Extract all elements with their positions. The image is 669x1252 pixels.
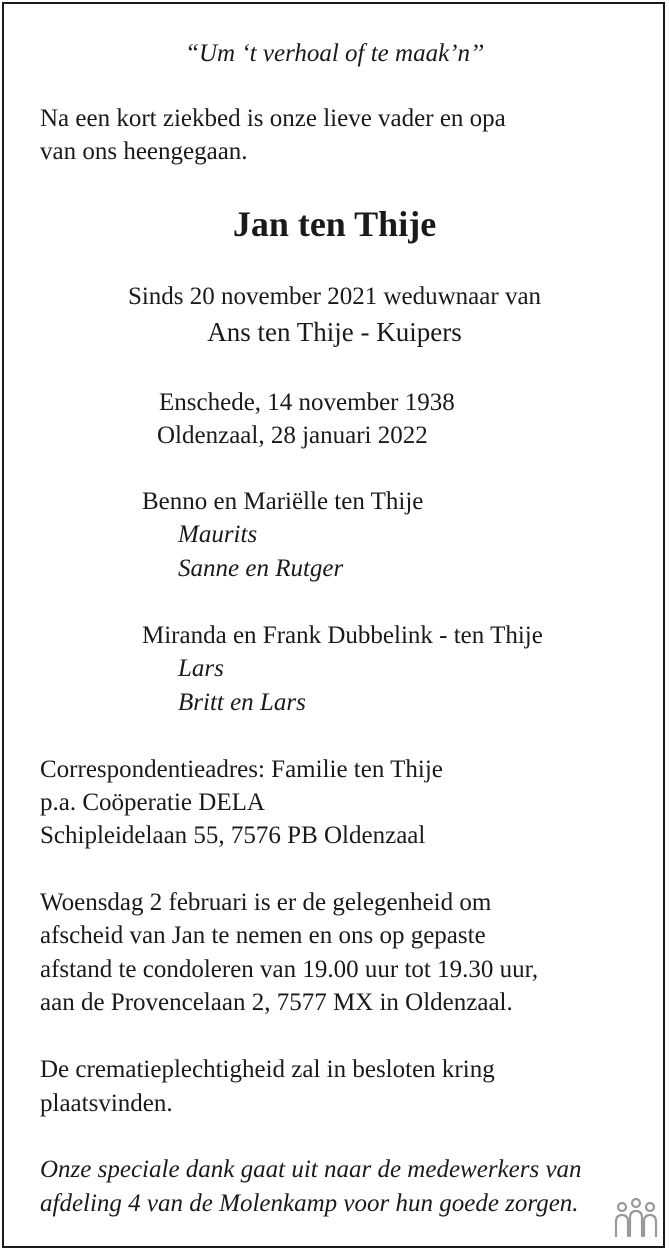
family-1-child-2: Sanne en Rutger xyxy=(178,555,344,582)
intro-line-2: van ons heengegaan. xyxy=(40,138,248,165)
thanks-line-1: Onze speciale dank gaat uit naar de medewerkers van xyxy=(40,1156,582,1183)
intro-line-1: Na een kort ziekbed is onze lieve vader en opa xyxy=(40,105,506,132)
family-2-child-1: Lars xyxy=(178,655,224,682)
birth-place-date: Enschede, 14 november 1938 xyxy=(159,389,455,416)
correspondence-line-2: p.a. Coöperatie DELA xyxy=(40,789,265,816)
people-group-icon xyxy=(612,1196,660,1240)
family-2-child-2: Britt en Lars xyxy=(178,689,306,716)
farewell-line-1: Woensdag 2 februari is er de gelegenheid om xyxy=(40,889,492,916)
correspondence-line-1: Correspondentieadres: Familie ten Thije xyxy=(40,756,443,783)
farewell-line-4: aan de Provencelaan 2, 7577 MX in Oldenzaal. xyxy=(40,989,513,1016)
spouse-name: Ans ten Thije - Kuipers xyxy=(207,317,462,347)
family-1-child-1: Maurits xyxy=(178,521,258,548)
cremation-line-1: De crematieplechtigheid zal in besloten kring xyxy=(40,1056,495,1083)
cremation-line-2: plaatsvinden. xyxy=(40,1090,173,1117)
farewell-line-2: afscheid van Jan te nemen en ons op gepaste xyxy=(40,922,486,949)
motto: “Um ‘t verhoal of te maak’n’’ xyxy=(185,40,484,67)
correspondence-line-3: Schipleidelaan 55, 7576 PB Oldenzaal xyxy=(40,822,426,849)
death-place-date: Oldenzaal, 28 januari 2022 xyxy=(157,422,428,449)
deceased-name: Jan ten Thije xyxy=(232,204,437,244)
thanks-line-2: afdeling 4 van de Molenkamp voor hun goede zorgen. xyxy=(40,1190,579,1217)
widower-line: Sinds 20 november 2021 weduwnaar van xyxy=(127,283,542,310)
family-2-parents: Miranda en Frank Dubbelink - ten Thije xyxy=(142,622,543,649)
family-1-parents: Benno en Mariëlle ten Thije xyxy=(142,488,424,515)
farewell-line-3: afstand te condoleren van 19.00 uur tot 19.30 uur, xyxy=(40,956,539,983)
